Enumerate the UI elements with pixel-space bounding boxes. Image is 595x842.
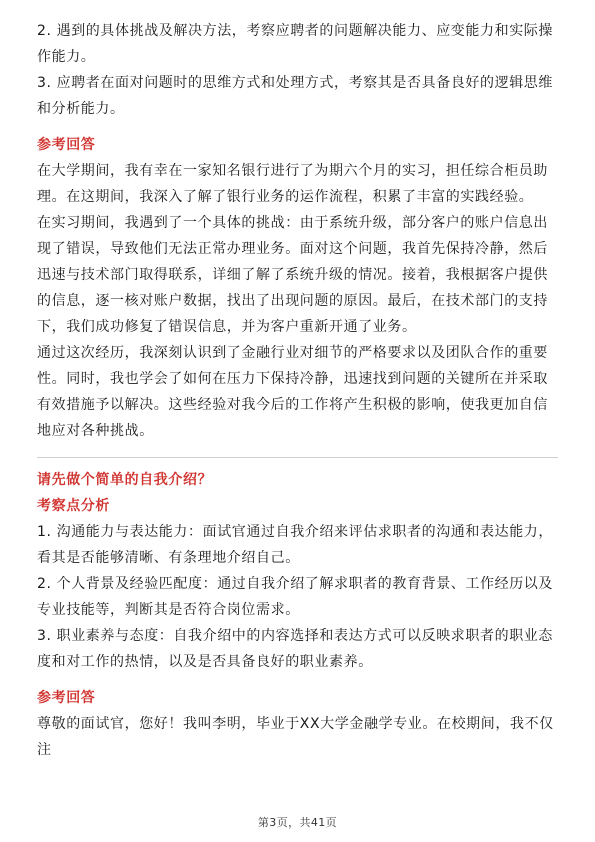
analysis-item-1: 1. 沟通能力与表达能力：面试官通过自我介绍来评估求职者的沟通和表达能力，看其是否能够清晰、有条理地介绍自己。 <box>37 524 554 566</box>
page-footer: 第3页，共41页 <box>257 816 338 829</box>
reference-answer-heading: 参考回答 <box>37 137 96 153</box>
answer-paragraph: 通过这次经历，我深刻认识到了金融行业对细节的严格要求以及团队合作的重要性。同时，我也学会了如何在压力下保持冷静，迅速找到问题的关键所在并采取有效措施予以解决。这些经验对我今后的工作将产生积极的影响，使我更加自信地应对各种挑战。 <box>37 345 548 439</box>
analysis-item-2: 2. 遇到的具体挑战及解决方法，考察应聘者的问题解决能力、应变能力和实际操作能力。 <box>37 23 554 65</box>
analysis-item-3: 3. 职业素养与态度：自我介绍中的内容选择和表达方式可以反映求职者的职业态度和对工作的热情，以及是否具备良好的职业素养。 <box>37 628 554 670</box>
analysis-item-2: 2. 个人背景及经验匹配度：通过自我介绍了解求职者的教育背景、工作经历以及专业技能等，判断其是否符合岗位需求。 <box>37 576 554 618</box>
answer-paragraph: 在大学期间，我有幸在一家知名银行进行了为期六个月的实习，担任综合柜员助理。在这期间，我深入了解了银行业务的运作流程，积累了丰富的实践经验。 <box>37 163 548 205</box>
reference-answer-heading: 参考回答 <box>37 690 96 706</box>
answer-paragraph: 尊敬的面试官，您好！我叫李明，毕业于XX大学金融学专业。在校期间，我不仅注 <box>37 716 554 758</box>
section-divider <box>37 457 558 458</box>
document-page <box>37 18 558 763</box>
analysis-item-3: 3. 应聘者在面对问题时的思维方式和处理方式，考察其是否具备良好的逻辑思维和分析能力。 <box>37 75 554 117</box>
question-title: 请先做个简单的自我介绍？ <box>37 472 213 488</box>
analysis-heading: 考察点分析 <box>37 498 110 514</box>
answer-paragraph: 在实习期间，我遇到了一个具体的挑战：由于系统升级，部分客户的账户信息出现了错误，导致他们无法正常办理业务。面对这个问题，我首先保持冷静，然后迅速与技术部门取得联系，详细了解了系统升级的情况。接着，我根据客户提供的信息，逐一核对账户数据，找出了出现问题的原因。最后，在技术部门的支持下，我们成功修复了错误信息，并为客户重新开通了业务。 <box>37 215 548 335</box>
